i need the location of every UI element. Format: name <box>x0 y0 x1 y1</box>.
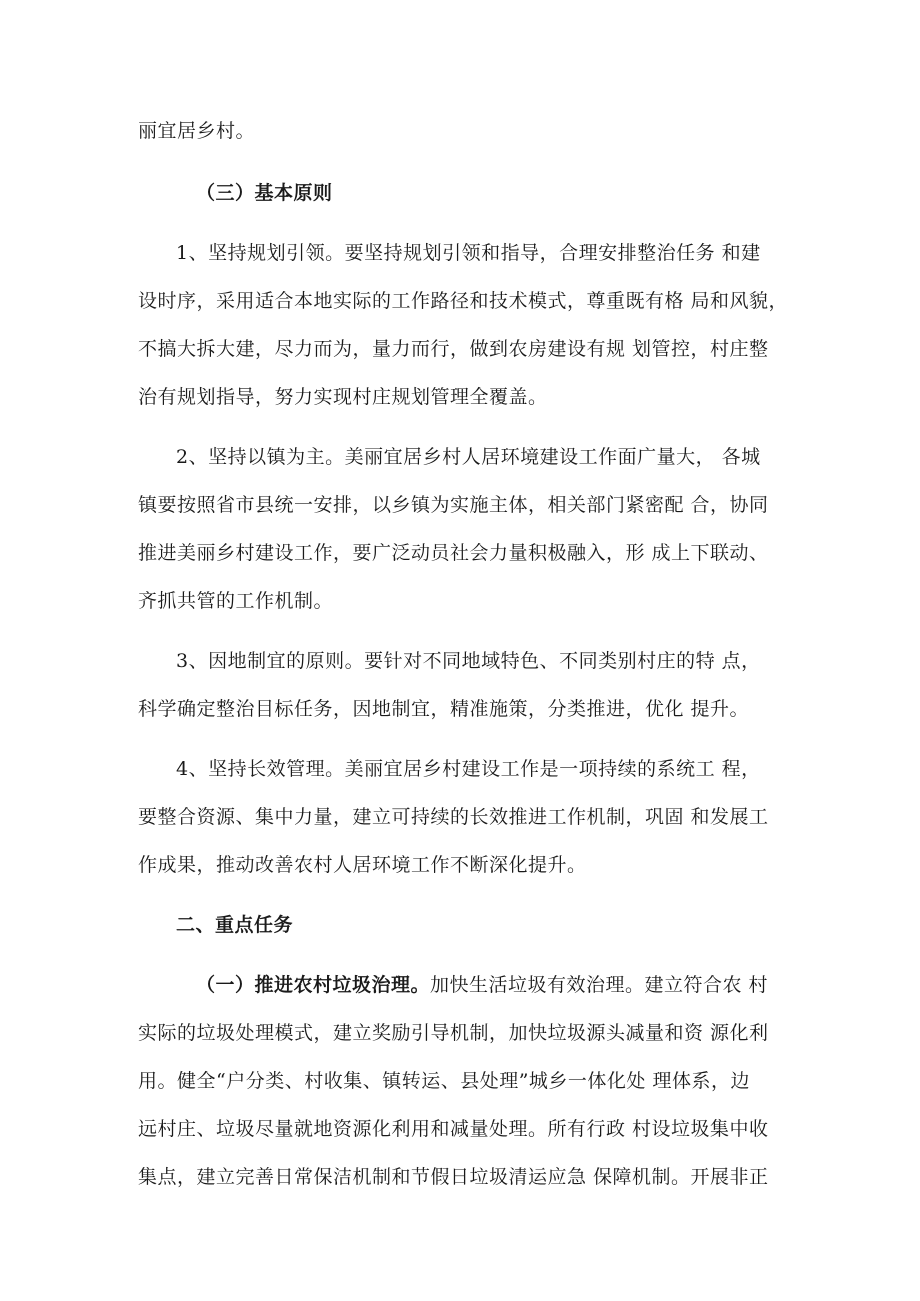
paragraph-line: 丽宜居乡村。 <box>138 120 256 142</box>
paragraph-line: 推进美丽乡村建设工作，要广泛动员社会力量积极融入，形 成上下联动、 <box>138 542 769 564</box>
paragraph-line: 齐抓共管的工作机制。 <box>138 590 334 612</box>
paragraph-line: 用。健全“户分类、村收集、镇转运、县处理”城乡一体化处 理体系，边 <box>138 1070 750 1092</box>
paragraph-line: 镇要按照省市县统一安排，以乡镇为实施主体，相关部门紧密配 合，协同 <box>138 494 769 516</box>
paragraph-line: 1、坚持规划引领。要坚持规划引领和指导，合理安排整治任务 和建 <box>176 242 761 264</box>
paragraph-line: 远村庄、垃圾尽量就地资源化利用和减量处理。所有行政 村设垃圾集中收 <box>138 1118 769 1140</box>
paragraph-line: 科学确定整治目标任务，因地制宜，精准施策，分类推进，优化 提升。 <box>138 698 750 720</box>
paragraph-line: 作成果，推动改善农村人居环境工作不断深化提升。 <box>138 854 587 876</box>
paragraph-line: 集点，建立完善日常保洁机制和节假日垃圾清运应急 保障机制。开展非正 <box>138 1166 769 1188</box>
paragraph-line: 实际的垃圾处理模式，建立奖励引导机制，加快垃圾源头减量和资 源化利 <box>138 1022 769 1044</box>
section-heading-key-tasks: 二、重点任务 <box>176 914 294 936</box>
paragraph-line: 3、因地制宜的原则。要针对不同地域特色、不同类别村庄的特 点， <box>176 650 761 672</box>
paragraph-line: 治有规划指导，努力实现村庄规划管理全覆盖。 <box>138 386 548 408</box>
section-heading-basic-principles: （三）基本原则 <box>196 182 333 204</box>
paragraph-line: 4、坚持长效管理。美丽宜居乡村建设工作是一项持续的系统工 程， <box>176 758 761 780</box>
paragraph-line: 要整合资源、集中力量，建立可持续的长效推进工作机制，巩固 和发展工 <box>138 806 769 828</box>
paragraph-line: 2、坚持以镇为主。美丽宜居乡村人居环境建设工作面广量大， 各城 <box>176 446 761 468</box>
subsection-heading-garbage: （一）推进农村垃圾治理。 <box>196 974 431 996</box>
paragraph-text: 加快生活垃圾有效治理。建立符合农 村 <box>430 974 769 996</box>
paragraph-line: 不搞大拆大建，尽力而为，量力而行，做到农房建设有规 划管控，村庄整 <box>138 338 769 360</box>
paragraph-line <box>196 972 798 998</box>
paragraph-line: 设时序，采用适合本地实际的工作路径和技术模式，尊重既有格 局和风貌， <box>138 290 789 312</box>
